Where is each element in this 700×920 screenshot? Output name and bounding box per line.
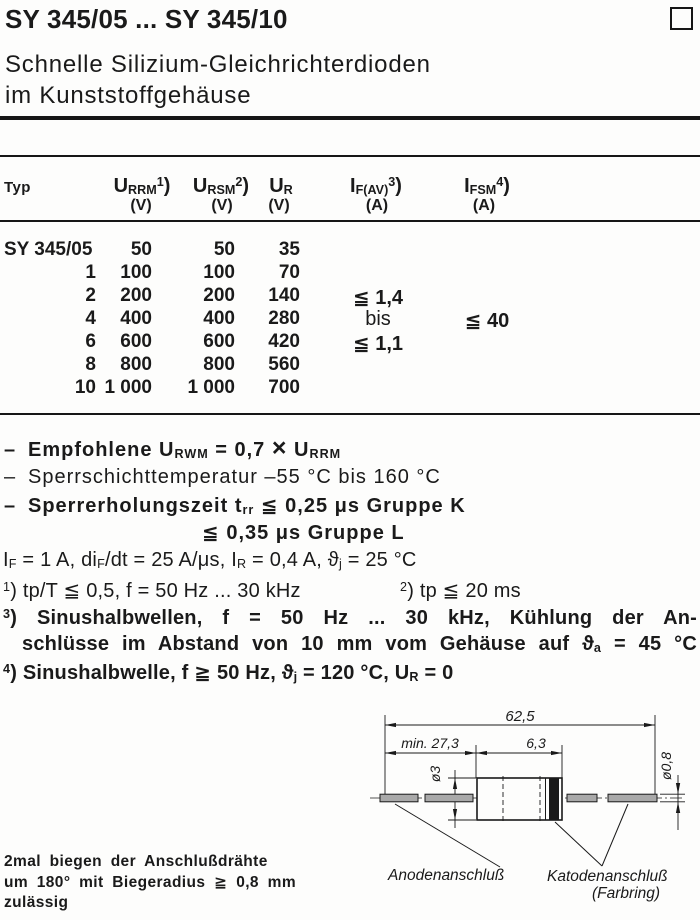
unit-ursm: (V)	[211, 197, 233, 214]
dim-body-length: 6,3	[526, 735, 546, 751]
cell-urrm: 200	[120, 285, 152, 306]
note-text: ≦ 0,35 μs Gruppe L	[202, 522, 405, 544]
cell-typ: 10	[74, 377, 96, 398]
corner-checkbox-icon	[670, 7, 693, 30]
divider-thick	[0, 116, 700, 120]
table-row	[0, 354, 700, 377]
note-recommended-urwm	[4, 434, 342, 462]
cell-ursm: 50	[213, 239, 235, 260]
cell-ur: 560	[268, 354, 300, 375]
cell-urrm: 1 000	[104, 377, 152, 398]
cell-ursm: 100	[203, 262, 235, 283]
bend-line-1: 2mal biegen der Anschlußdrähte	[4, 853, 268, 870]
table-row	[0, 331, 700, 354]
cell-ur: 70	[278, 262, 300, 283]
cell-typ: 2	[85, 285, 96, 306]
footnote-2: $^2$) tp ≦ 20 ms	[400, 580, 521, 602]
dim-wire-diameter: ø0,8	[658, 751, 674, 781]
note-recovery-time	[4, 493, 466, 518]
footnote-3-line-2: schlüsse im Abstand von 10 mm vom Gehäuse auf $ϑ_a = 45$ °C	[22, 633, 698, 656]
footnote-3-line-1: $^3$) Sinushalbwellen, f = 50 Hz ... 30 kHz, Kühlung der An-	[3, 607, 697, 629]
cell-ur: 700	[268, 377, 300, 398]
cell-ifsm: ≦ 40	[464, 310, 510, 332]
cell-ur: 420	[268, 331, 300, 352]
dash-bullet: –	[4, 466, 16, 488]
cathode-color-ring	[549, 778, 559, 820]
unit-urrm: (V)	[130, 197, 152, 214]
cell-ursm: 400	[203, 308, 235, 329]
cell-ur: 35	[278, 239, 300, 260]
cell-ifav: bis	[365, 308, 391, 330]
cell-urrm: 50	[130, 239, 152, 260]
dim-overall-length: 62,5	[505, 708, 535, 725]
label-anode-terminal: Anodenanschluß	[388, 867, 505, 884]
cell-ur: 280	[268, 308, 300, 329]
table-row	[0, 285, 700, 308]
page-subtitle	[5, 49, 431, 111]
divider-table-top	[0, 155, 700, 157]
divider-header-bottom	[0, 220, 700, 222]
unit-ifsm: (A)	[472, 197, 496, 214]
dash-bullet: –	[4, 495, 16, 517]
note-text: Sperrerholungszeit $t_{rr}$ ≦ 0,25 μs Gruppe K	[28, 495, 466, 518]
col-header-ifsm: $I_{FSM}^4$)	[464, 175, 510, 198]
col-header-urrm: $U_{RRM}^1$)	[113, 175, 171, 198]
note-recovery-time-2	[202, 520, 405, 545]
col-header-ifav: $I_{F(AV)}^3$)	[350, 175, 402, 198]
package-outline-drawing	[340, 690, 700, 915]
cell-typ: 6	[85, 331, 96, 352]
label-color-ring: (Farbring)	[592, 885, 661, 902]
unit-ur: (V)	[268, 197, 290, 214]
footnote-1: $^1$) tp/T ≦ 0,5, f = 50 Hz ... 30 kHz	[3, 580, 301, 602]
cell-urrm: 100	[120, 262, 152, 283]
note-text: Empfohlene $U_{RWM} = 0,7 \times U_{RRM}$	[28, 434, 342, 462]
cell-ifav: ≦ 1,4	[352, 287, 404, 309]
col-header-ur: $U_R$	[269, 175, 293, 198]
cell-ursm: 800	[203, 354, 235, 375]
col-header-typ: Typ	[4, 179, 31, 196]
table-row	[0, 239, 700, 262]
footnote-4: $^4$) Sinushalbwelle, f ≧ 50 Hz, $ϑ_j = 120$ °C, $U_R = 0$	[3, 662, 454, 685]
dim-body-diameter: ø3	[427, 765, 443, 783]
bend-line-2: um 180° mit Biegeradius ≧ 0,8 mm	[4, 873, 297, 891]
cell-typ: 4	[85, 308, 96, 329]
cell-typ: 1	[85, 262, 96, 283]
divider-table-bottom	[0, 413, 700, 415]
conditions-line: $I_F = 1$ A, $di_F/dt = 25$ A/μs, $I_R = 0,4$ A, $ϑ_j = 25$ °C	[3, 549, 417, 572]
subtitle-line-1: Schnelle Silizium-Gleichrichterdioden	[5, 51, 431, 78]
cell-urrm: 800	[120, 354, 152, 375]
cell-ursm: 1 000	[187, 377, 235, 398]
note-text: Sperrschichttemperatur –55 °C bis 160 °C	[28, 466, 441, 488]
label-cathode-terminal: Katodenanschluß	[547, 868, 668, 885]
cell-typ: 8	[85, 354, 96, 375]
cell-typ: SY 345/05	[4, 239, 93, 260]
table-row	[0, 377, 700, 400]
cell-ur: 140	[268, 285, 300, 306]
cell-ursm: 200	[203, 285, 235, 306]
unit-ifav: (A)	[365, 197, 389, 214]
cell-urrm: 600	[120, 331, 152, 352]
cell-ursm: 600	[203, 331, 235, 352]
cell-urrm: 400	[120, 308, 152, 329]
dim-lead-min-length: min. 27,3	[401, 735, 459, 751]
page-title: SY 345/05 ... SY 345/10	[5, 4, 288, 34]
col-header-ursm: $U_{RSM}^2$)	[192, 175, 250, 198]
cell-ifav: ≦ 1,1	[352, 333, 404, 355]
table-row	[0, 308, 700, 331]
bend-line-3: zulässig	[4, 894, 69, 911]
dash-bullet: –	[4, 439, 16, 461]
subtitle-line-2: im Kunststoffgehäuse	[5, 82, 252, 109]
table-row	[0, 262, 700, 285]
note-junction-temp	[4, 466, 441, 489]
bend-instruction	[4, 852, 296, 914]
